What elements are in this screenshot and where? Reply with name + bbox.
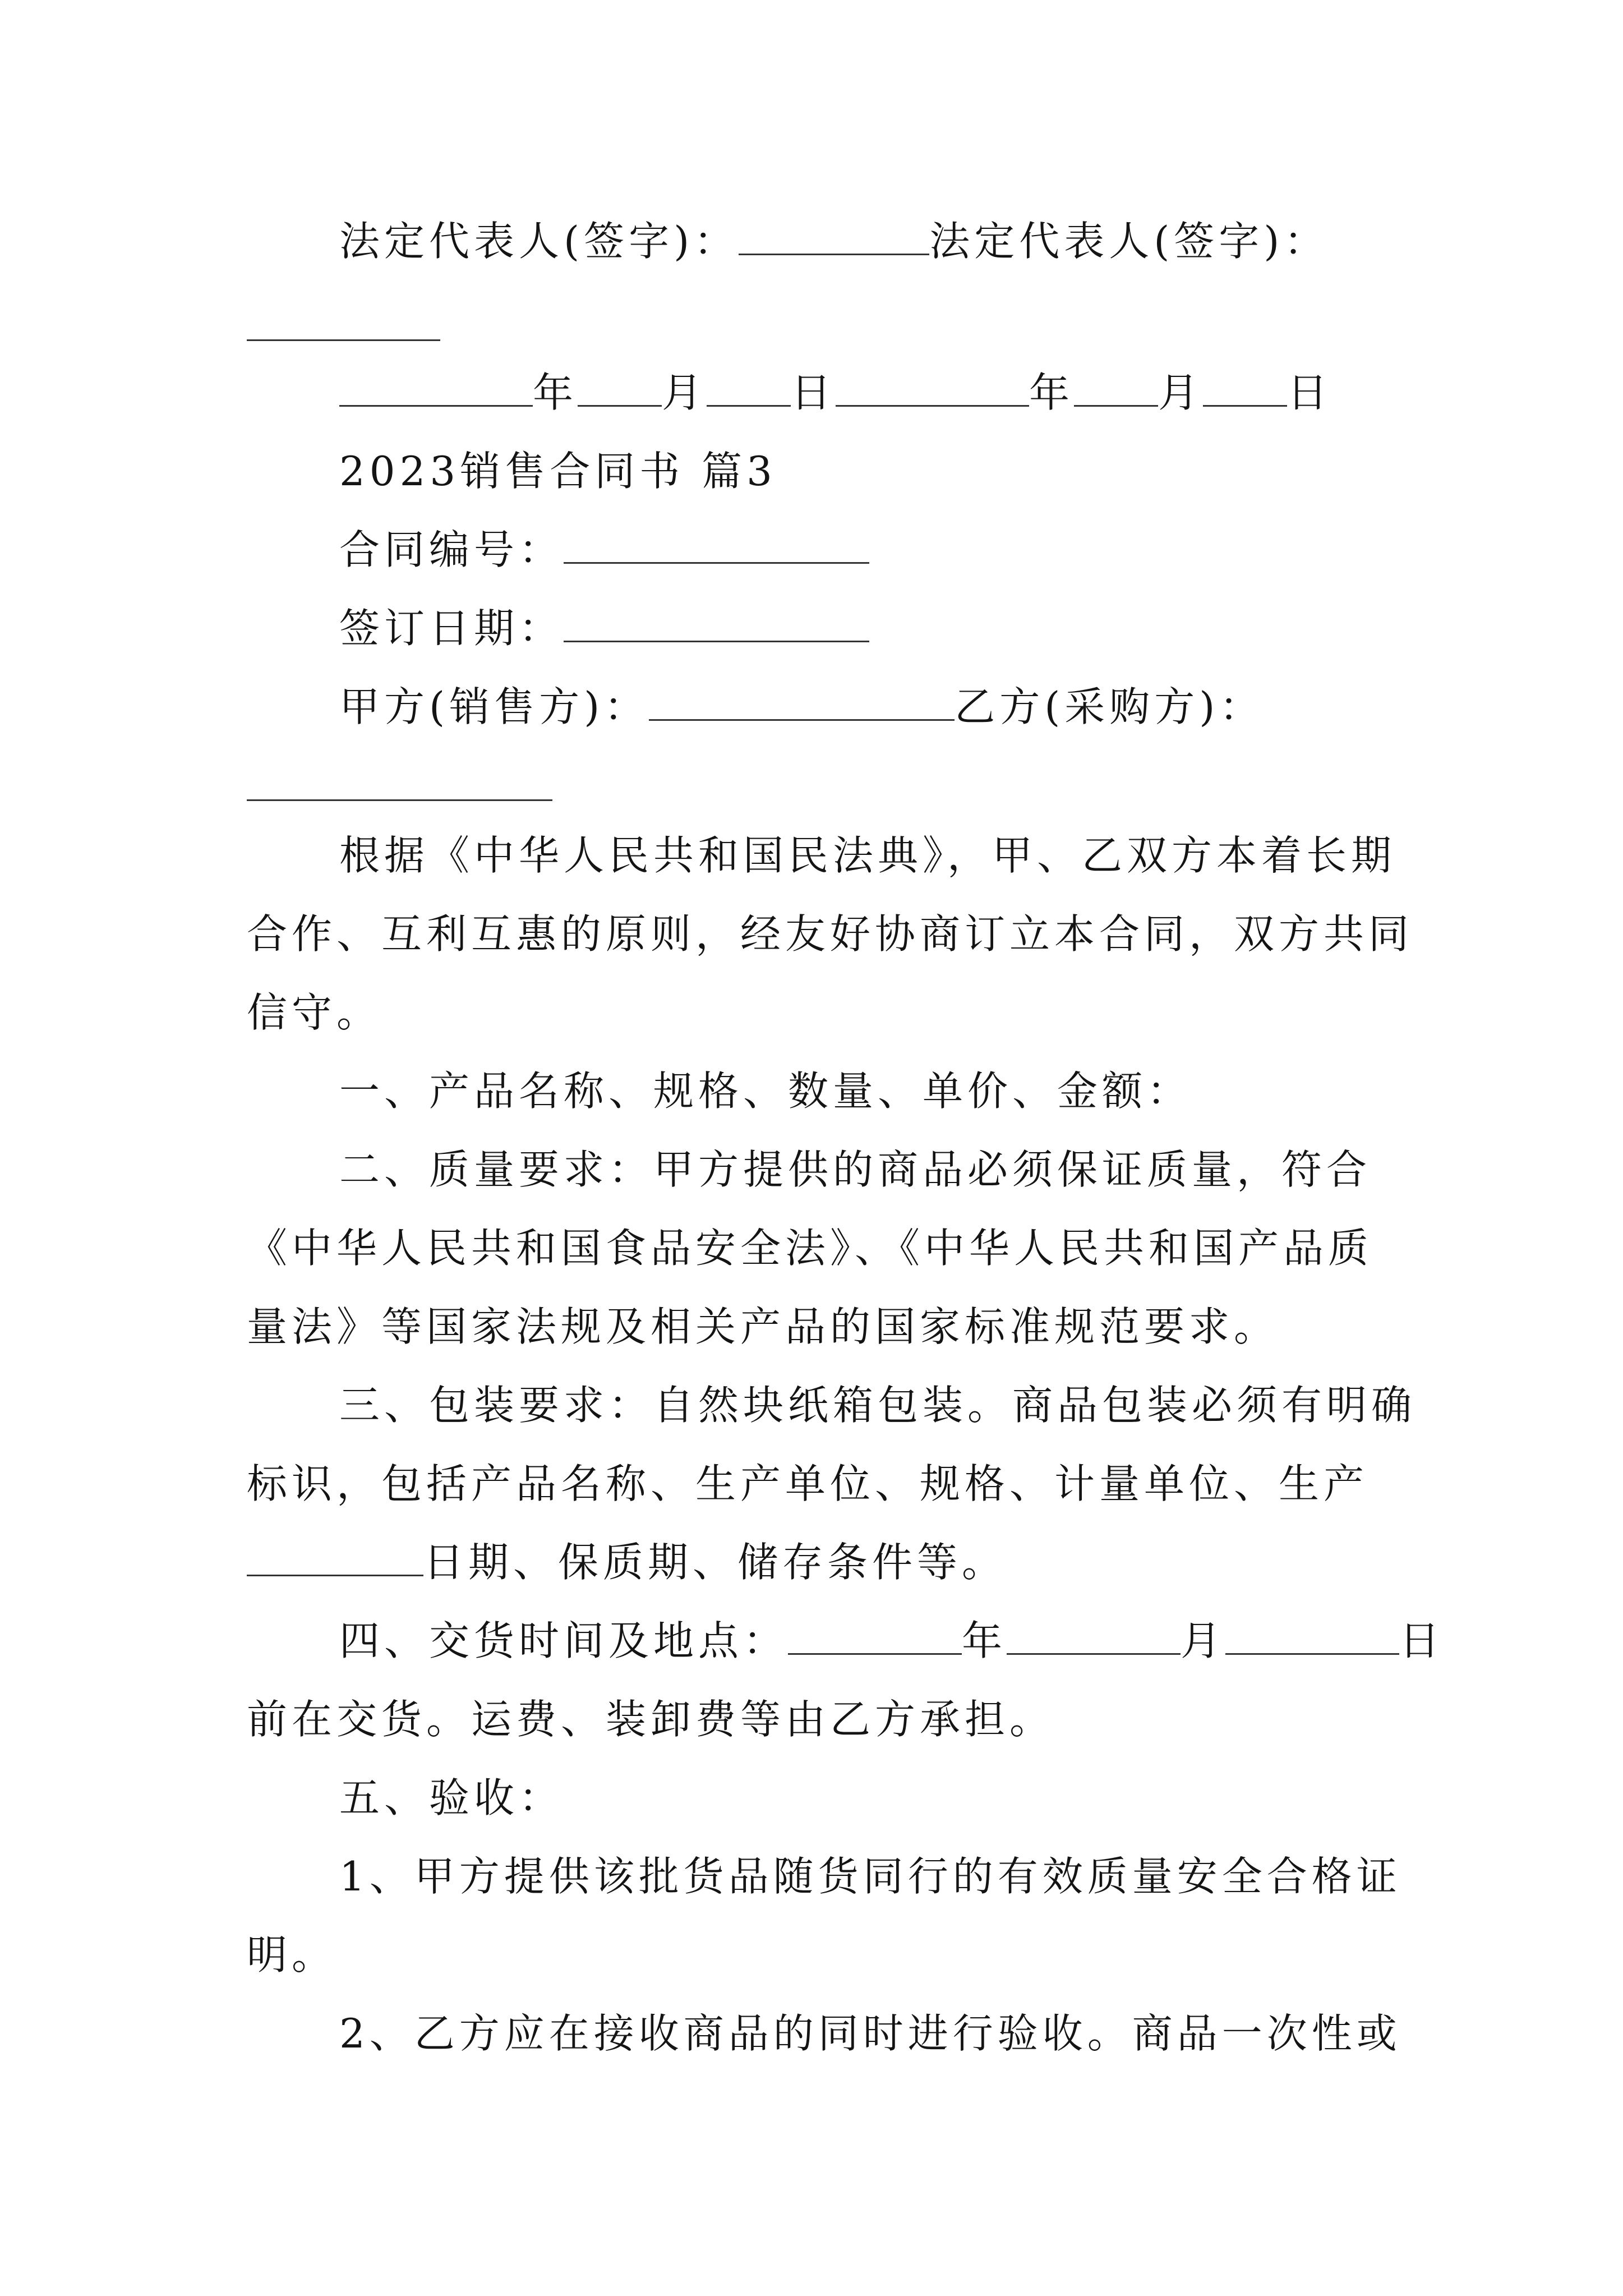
item-2-line-1: 2、乙方应在接收商品的同时进行验收。商品一次性或 [339,2010,1401,2057]
contract-no-row [339,522,869,578]
signature-blank-b [247,339,440,341]
clause-4-line-1 [339,1613,1444,1669]
clause-4-line-2: 前在交货。运费、装卸费等由乙方承担。 [247,1696,1055,1743]
clause-4-day: 日 [1399,1617,1445,1664]
clause-3-line-3 [247,1534,1007,1590]
clause-4-month: 月 [1181,1617,1226,1664]
intro-line-1: 根据《中华人民共和国民法典》，甲、乙双方本着长期 [339,832,1396,879]
clause-5: 五、验收： [339,1774,564,1821]
intro-line-3: 信守。 [247,989,382,1036]
party-a-blank [649,684,955,721]
clause-1: 一、产品名称、规格、数量、单价、金额： [339,1068,1192,1115]
date-year-a: 年 [533,369,578,416]
parties-row [339,679,1264,735]
date-row [339,365,1332,421]
date-day-b: 日 [1287,369,1332,416]
signature-label-a: 法定代表人(签字)： [339,218,739,265]
item-1-line-2: 明。 [247,1931,337,1978]
party-b-blank [247,799,552,801]
date-year-b: 年 [1029,369,1075,416]
sign-date-blank [564,606,869,642]
clause-3-line-3-text: 日期、保质期、储存条件等。 [423,1539,1007,1586]
sign-date-row [339,600,869,656]
date-blank-day-b [1203,370,1287,407]
contract-no-blank [564,527,869,564]
clause-3-blank [247,1540,423,1576]
date-blank-day-a [707,370,791,407]
date-blank-year-b [836,370,1029,407]
clause-4-lead: 四、交货时间及地点： [339,1617,789,1664]
date-day-a: 日 [791,369,836,416]
date-blank-month-a [578,370,662,407]
intro-line-2: 合作、互利互惠的原则，经友好协商订立本合同，双方共同 [247,910,1414,958]
date-month-b: 月 [1158,369,1204,416]
item-1-line-1: 1、甲方提供该批货品随货同行的有效质量安全合格证 [339,1853,1401,1900]
section-title: 2023销售合同书 篇3 [339,448,777,495]
party-a-label: 甲方(销售方)： [339,683,649,730]
clause-3-line-1: 三、包装要求：自然块纸箱包装。商品包装必须有明确 [339,1382,1417,1429]
clause-4-blank-year [788,1618,962,1655]
clause-4-year: 年 [962,1617,1007,1664]
clause-2-line-1: 二、质量要求：甲方提供的商品必须保证质量，符合 [339,1146,1372,1193]
signature-label-b: 法定代表人(签字)： [929,218,1329,265]
contract-no-label: 合同编号： [339,526,564,573]
date-blank-year-a [339,370,533,407]
clause-2-line-2: 《中华人民共和国食品安全法》、《中华人民共和国产品质 [247,1225,1373,1272]
clause-3-line-2: 标识，包括产品名称、生产单位、规格、计量单位、生产 [247,1460,1369,1507]
clause-4-blank-day [1225,1618,1399,1655]
party-b-label: 乙方(采购方)： [955,683,1265,730]
date-blank-month-b [1074,370,1158,407]
clause-4-blank-month [1007,1618,1181,1655]
date-month-a: 月 [662,369,707,416]
signature-row [339,213,1329,269]
clause-2-line-3: 量法》等国家法规及相关产品的国家标准规范要求。 [247,1303,1279,1350]
sign-date-label: 签订日期： [339,605,564,652]
signature-blank-a [739,219,929,255]
